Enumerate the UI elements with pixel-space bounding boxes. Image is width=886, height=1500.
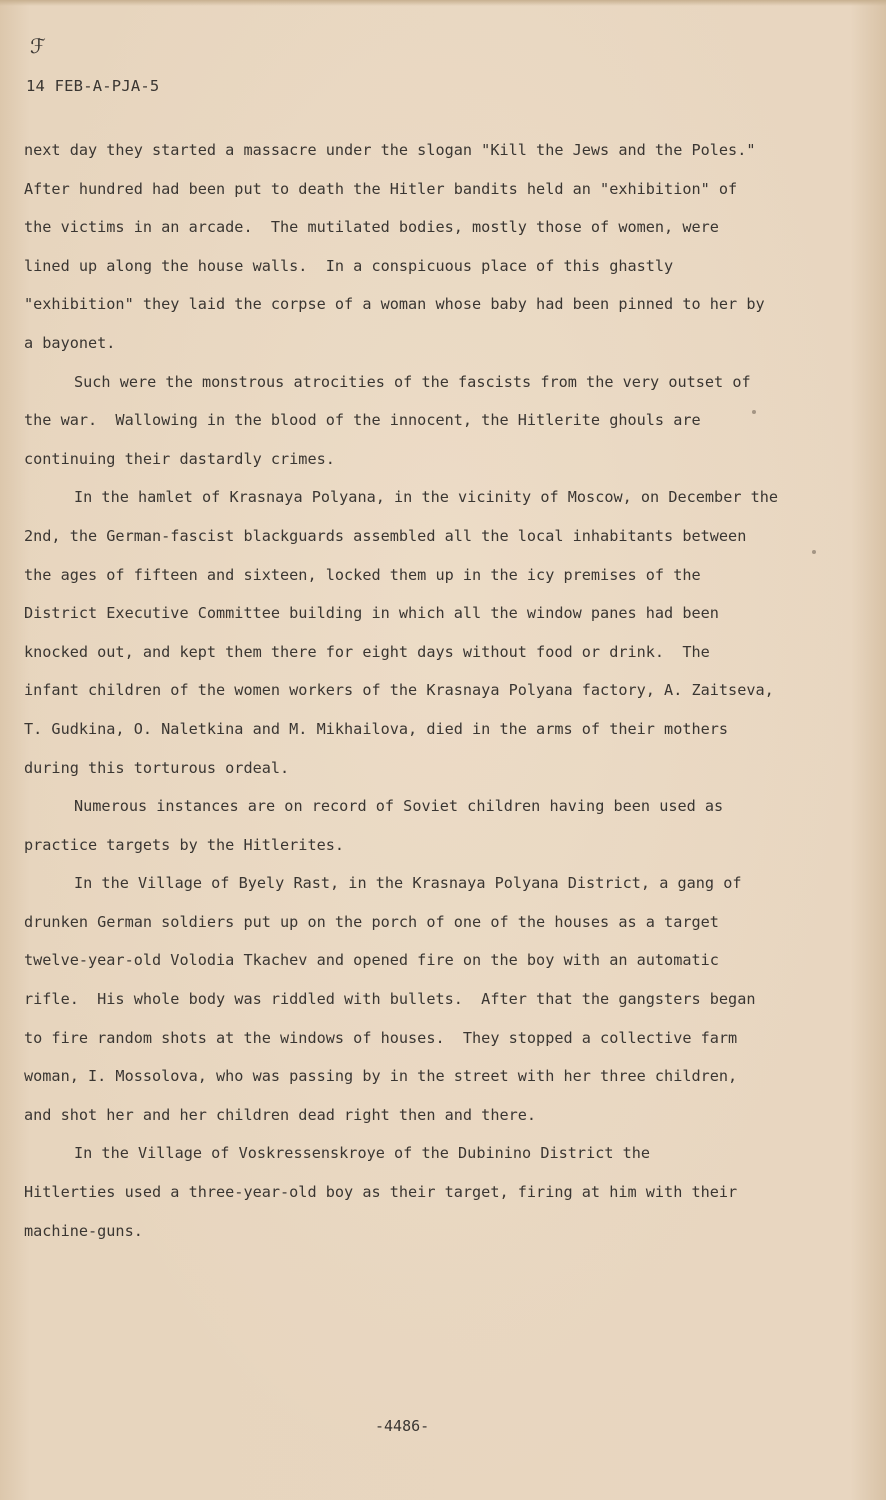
text-line: during this torturous ordeal. xyxy=(24,758,290,777)
paper-edge xyxy=(0,0,886,6)
text-line: machine-guns. xyxy=(24,1221,143,1240)
text-line: rifle. His whole body was riddled with bullets. After that the gangsters began xyxy=(24,990,756,1009)
ink-speck xyxy=(752,410,756,414)
text-line: knocked out, and kept them there for eight days without food or drink. The xyxy=(24,642,710,661)
text-line: Numerous instances are on record of Soviet children having been used as xyxy=(74,797,724,816)
text-line: to fire random shots at the windows of houses. They stopped a collective farm xyxy=(24,1028,738,1047)
document-body xyxy=(24,131,824,1250)
text-line: the ages of fifteen and sixteen, locked them up in the icy premises of the xyxy=(24,565,701,584)
text-line: the victims in an arcade. The mutilated bodies, mostly those of women, were xyxy=(24,218,719,237)
text-line: T. Gudkina, O. Naletkina and M. Mikhailova, died in the arms of their mothers xyxy=(24,719,729,738)
text-line: and shot her and her children dead right then and there. xyxy=(24,1105,537,1124)
ink-speck xyxy=(812,550,816,554)
text-line: practice targets by the Hitlerites. xyxy=(24,835,345,854)
text-line: woman, I. Mossolova, who was passing by in the street with her three children, xyxy=(24,1067,738,1086)
text-line: In the hamlet of Krasnaya Polyana, in the vicinity of Moscow, on December the xyxy=(74,488,779,507)
text-line: continuing their dastardly crimes. xyxy=(24,449,335,468)
text-line: 2nd, the German-fascist blackguards assembled all the local inhabitants between xyxy=(24,526,747,545)
corner-handwritten-mark: ℱ xyxy=(30,34,46,58)
text-line: a bayonet. xyxy=(24,333,116,352)
text-line: infant children of the women workers of the Krasnaya Polyana factory, A. Zaitseva, xyxy=(24,681,774,700)
text-line: next day they started a massacre under the slogan "Kill the Jews and the Poles." xyxy=(24,141,756,159)
text-line: drunken German soldiers put up on the porch of one of the houses as a target xyxy=(24,912,719,931)
text-line: the war. Wallowing in the blood of the innocent, the Hitlerite ghouls are xyxy=(24,411,701,430)
text-line: District Executive Committee building in which all the window panes had been xyxy=(24,604,719,623)
text-line: In the Village of Byely Rast, in the Krasnaya Polyana District, a gang of xyxy=(74,874,742,893)
text-line: After hundred had been put to death the Hitler bandits held an "exhibition" of xyxy=(24,179,738,198)
text-line: In the Village of Voskressenskroye of the Dubinino District the xyxy=(74,1144,651,1163)
page-number: -4486- xyxy=(375,1417,430,1435)
text-line: lined up along the house walls. In a conspicuous place of this ghastly xyxy=(24,256,674,275)
text-line: Hitlerties used a three-year-old boy as their target, firing at him with their xyxy=(24,1183,738,1202)
text-line: "exhibition" they laid the corpse of a woman whose baby had been pinned to her by xyxy=(24,295,765,314)
text-line: twelve-year-old Volodia Tkachev and opened fire on the boy with an automatic xyxy=(24,951,719,970)
text-line: Such were the monstrous atrocities of the fascists from the very outset of xyxy=(74,372,751,391)
document-header: 14 FEB-A-PJA-5 xyxy=(26,77,160,95)
